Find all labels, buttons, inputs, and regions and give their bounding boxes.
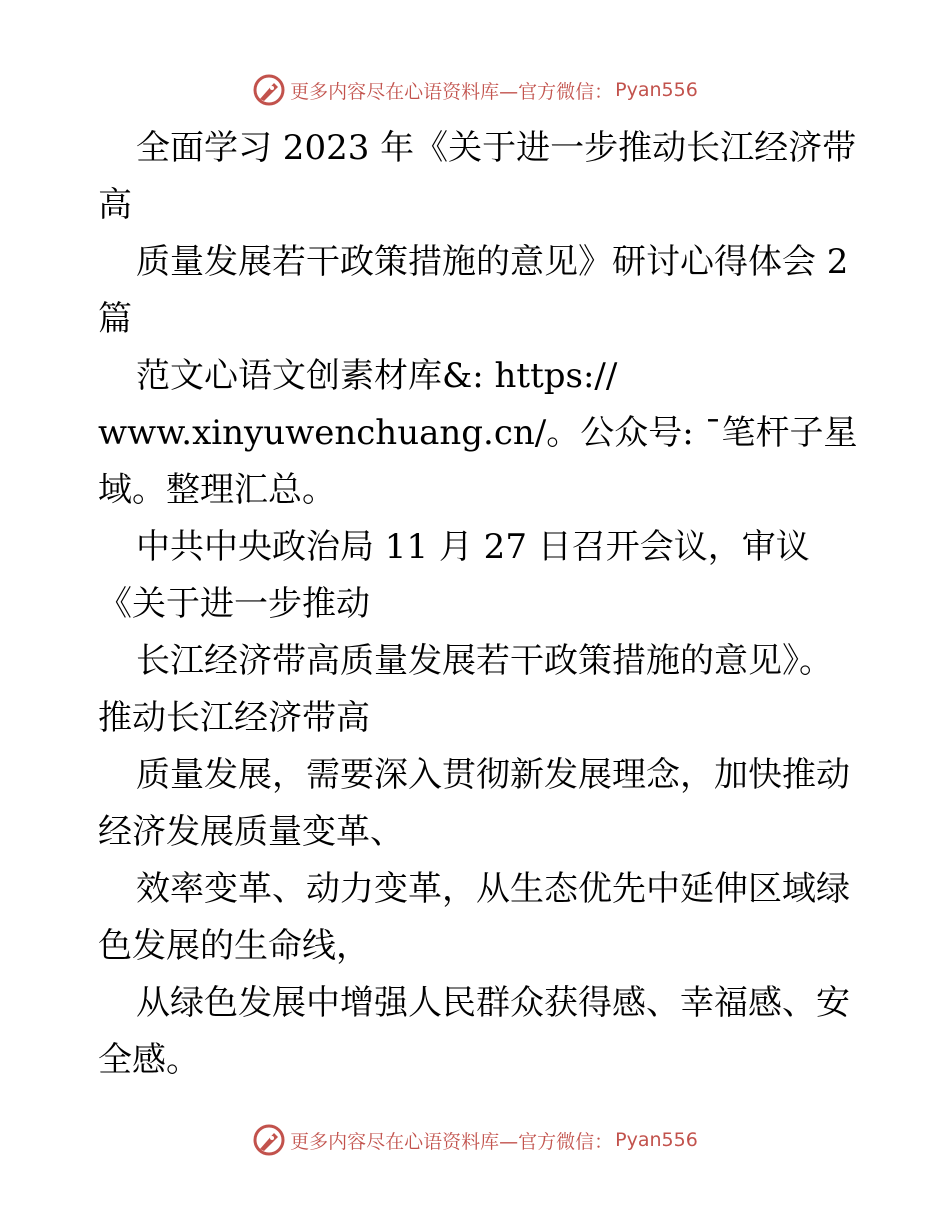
text-line: 高 <box>98 185 132 225</box>
text-line: 域。整理汇总。 <box>98 470 336 510</box>
text-line: 长江经济带高质量发展若干政策措施的意见》。 <box>136 641 833 681</box>
document-body <box>98 120 888 1089</box>
pen-nib-circle-icon <box>252 73 286 107</box>
wechat-id: Pyan556 <box>615 79 698 101</box>
text-line: 经济发展质量变革、 <box>98 812 404 852</box>
footer-watermark-banner <box>0 1120 950 1160</box>
text-line: 《关于进一步推动 <box>98 584 370 624</box>
text-line: 色发展的生命线， <box>98 926 370 966</box>
banner-text: 更多内容尽在心语资料库—官方微信： <box>290 80 614 103</box>
text-line: 篇 <box>98 299 132 339</box>
text-line: 全感。 <box>98 1040 200 1080</box>
text-line: 从绿色发展中增强人民群众获得感、幸福感、安 <box>136 983 850 1023</box>
pen-nib-circle-icon <box>252 1123 286 1157</box>
text-line: 质量发展若干政策措施的意见》研讨心得体会 2 <box>136 242 849 282</box>
text-line: 质量发展，需要深入贯彻新发展理念，加快推动 <box>136 755 850 795</box>
wechat-id: Pyan556 <box>615 1129 698 1151</box>
text-line: 全面学习 2023 年《关于进一步推动长江经济带 <box>136 128 857 168</box>
header-watermark-banner <box>0 70 950 110</box>
text-line: www.xinyuwenchuang.cn/。公众号: ¯笔杆子星 <box>98 413 858 453</box>
text-line: 范文心语文创素材库&: https:// <box>136 356 618 396</box>
text-line: 推动长江经济带高 <box>98 698 370 738</box>
text-line: 中共中央政治局 11 月 27 日召开会议，审议 <box>136 527 810 567</box>
text-line: 效率变革、动力变革，从生态优先中延伸区域绿 <box>136 869 850 909</box>
banner-text: 更多内容尽在心语资料库—官方微信： <box>290 1130 614 1153</box>
